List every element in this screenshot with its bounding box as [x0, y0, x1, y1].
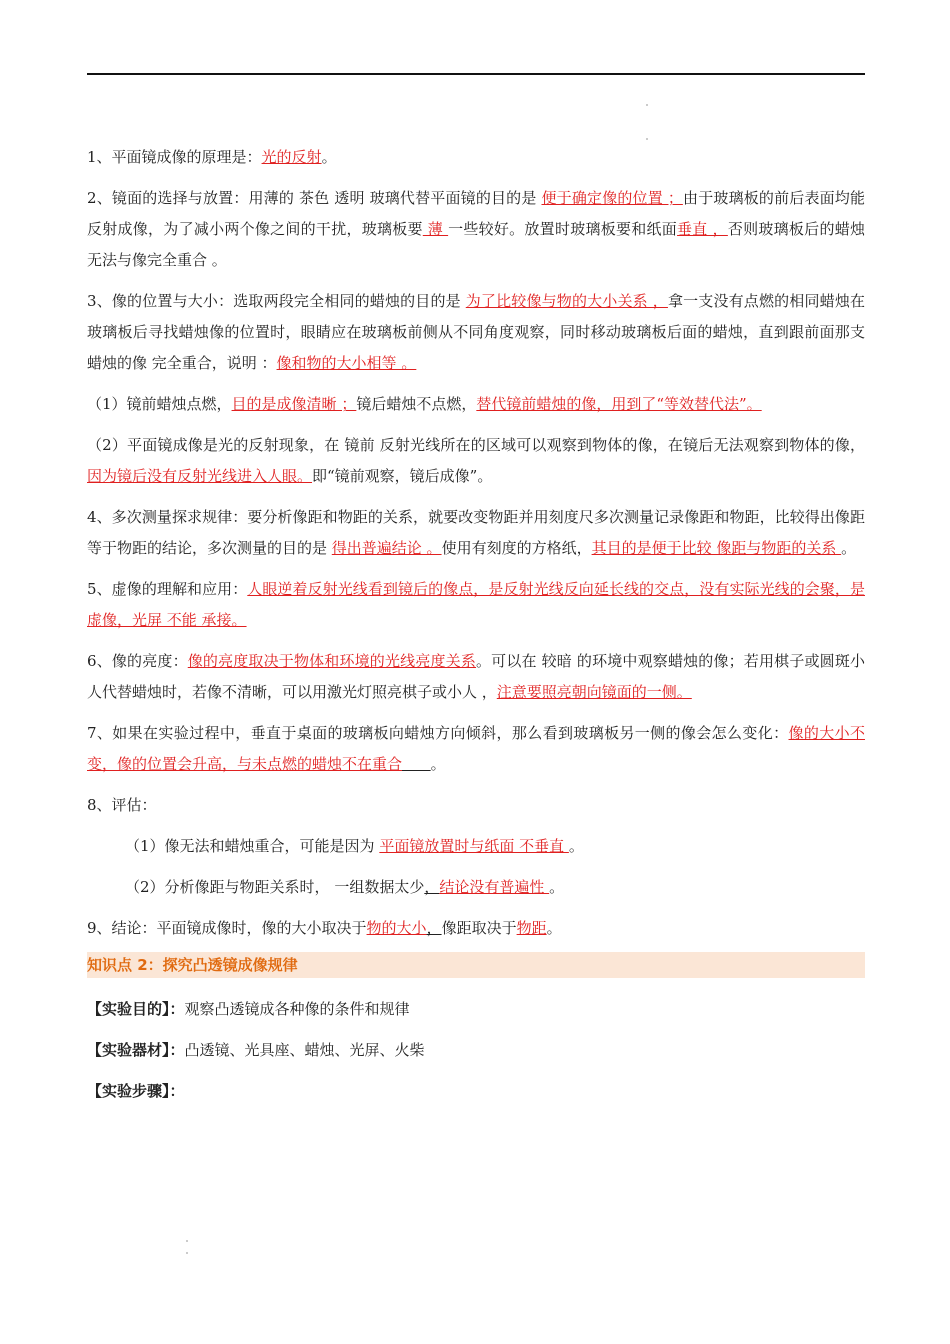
scan-dot	[186, 1240, 188, 1242]
item-text: 9、结论：平面镜成像时，像的大小取决于	[87, 919, 367, 937]
answer: 其目的是便于比较 像距与物距的关系	[591, 539, 842, 557]
item-text: 即“镜前观察，镜后成像”。	[312, 467, 493, 485]
item-3-2	[87, 430, 865, 492]
answer: 物的大小	[366, 919, 427, 937]
item-3-1	[87, 389, 865, 420]
purpose-text: 观察凸透镜成各种像的条件和规律	[184, 1000, 410, 1018]
answer: 平面镜放置时与纸面 不垂直	[379, 837, 569, 855]
item-text: 。	[321, 148, 337, 166]
item-text: 。	[549, 878, 565, 896]
answer: 垂直 ，	[677, 220, 728, 238]
purpose-label: 【实验目的】：	[87, 1000, 185, 1018]
item-text: 2、镜面的选择与放置：用薄的 茶色 透明 玻璃代替平面镜的目的是	[87, 189, 542, 207]
item-5	[87, 574, 865, 636]
answer: 光的反射	[261, 148, 322, 166]
answer: 因为镜后没有反射光线进入人眼。	[87, 467, 313, 485]
item-8-2	[87, 872, 865, 903]
answer: 像的大小不变，像的位置会升高，与未点燃的蜡烛不在重合	[87, 724, 865, 773]
item-text: 7、如果在实验过程中，垂直于桌面的玻璃板向蜡烛方向倾斜，那么看到玻璃板另一侧的像会怎么变化：	[87, 724, 789, 742]
item-text: 拿一支没有点燃的相同蜡烛在玻璃板后寻找蜡烛像的位置时，眼睛应在玻璃板前侧从不同角度观察，同时移动玻璃板后面的蜡烛，直到跟前面那支蜡烛的像 完全重合，说明 ：	[87, 292, 865, 372]
item-text: 1、平面镜成像的原理是：	[87, 148, 262, 166]
item-text: 5、虚像的理解和应用：	[87, 580, 248, 598]
answer: 薄	[422, 220, 449, 238]
item-text: 。	[430, 755, 446, 773]
answer: 目的是成像清晰 ；	[231, 395, 357, 413]
answer: 人眼逆着反射光线看到镜后的像点，是反射光线反向延长线的交点，没有实际光线的会聚，是虚像，光屏 不能 承接。	[87, 580, 865, 629]
blank-line: ，	[426, 919, 442, 937]
equipment-text: 凸透镜、光具座、蜡烛、光屏、火柴	[184, 1041, 425, 1059]
experiment-purpose	[87, 994, 865, 1025]
item-text: 否则玻璃板后的蜡烛无法与像完全重合 。	[87, 220, 865, 269]
equipment-label: 【实验器材】：	[87, 1041, 185, 1059]
header-rule	[87, 73, 865, 75]
item-text: 3、像的位置与大小：选取两段完全相同的蜡烛的目的是	[87, 292, 466, 310]
answer: 像和物的大小相等 。	[276, 354, 417, 372]
item-9	[87, 913, 865, 944]
item-text: 镜后蜡烛不点燃，	[356, 395, 477, 413]
item-text: 。	[546, 919, 562, 937]
item-text: 。	[841, 539, 857, 557]
item-text: 一些较好。放置时玻璃板要和纸面	[448, 220, 678, 238]
item-6	[87, 646, 865, 708]
item-text: 6、像的亮度：	[87, 652, 188, 670]
steps-label: 【实验步骤】：	[87, 1082, 185, 1100]
item-7	[87, 718, 865, 780]
item-1	[87, 142, 865, 173]
item-text: （2）分析像距与物距关系时， 一组数据太少	[125, 878, 425, 896]
scan-dot	[646, 104, 648, 106]
experiment-steps	[87, 1076, 865, 1107]
item-3	[87, 286, 865, 379]
blank-line	[402, 755, 431, 773]
item-text: 。可以在 较暗 的环境中观察蜡烛的像；若用棋子或圆斑小人代替蜡烛时，若像不清晰，可以用激光灯照亮棋子或小人 ，	[87, 652, 866, 701]
item-text: 像距取决于	[441, 919, 517, 937]
item-text: 使用有刻度的方格纸，	[441, 539, 592, 557]
scan-dot	[646, 138, 648, 140]
item-text: （2）平面镜成像是光的反射现象，在 镜前 反射光线所在的区域可以观察到物体的像，在镜后无法观察到物体的像，	[87, 436, 865, 454]
item-text: （1）镜前蜡烛点燃，	[87, 395, 232, 413]
experiment-equipment	[87, 1035, 865, 1066]
item-text: 由于玻璃板的前后表面均能反射成像，为了减小两个像之间的干扰，玻璃板要	[87, 189, 865, 238]
item-text: 4、多次测量探求规律：要分析像距和物距的关系，就要改变物距并用刻度尺多次测量记录像距和物距，比较得出像距等于物距的结论，多次测量的目的是	[87, 508, 865, 557]
answer: 便于确定像的位置 ；	[541, 189, 683, 207]
item-8-1	[87, 831, 865, 862]
answer: 得出普遍结论 。	[331, 539, 442, 557]
item-8: 8、评估：	[87, 796, 157, 814]
answer: 物距	[516, 919, 547, 937]
item-2	[87, 183, 865, 276]
answer: 为了比较像与物的大小关系 ，	[465, 292, 668, 310]
answer: 注意要照亮朝向镜面的一侧。	[496, 683, 692, 701]
answer: 像的亮度取决于物体和环境的光线亮度关系	[187, 652, 477, 670]
answer: 替代镜前蜡烛的像，用到了“等效替代法”。	[476, 395, 762, 413]
blank-line: ，	[424, 878, 440, 896]
section-heading: 知识点 2：探究凸透镜成像规律	[87, 952, 865, 978]
answer: 结论没有普遍性	[439, 878, 550, 896]
item-4	[87, 502, 865, 564]
document-body	[87, 142, 865, 1107]
item-text: 。	[568, 837, 584, 855]
item-text: （1）像无法和蜡烛重合，可能是因为	[125, 837, 380, 855]
scan-dot	[186, 1252, 188, 1254]
